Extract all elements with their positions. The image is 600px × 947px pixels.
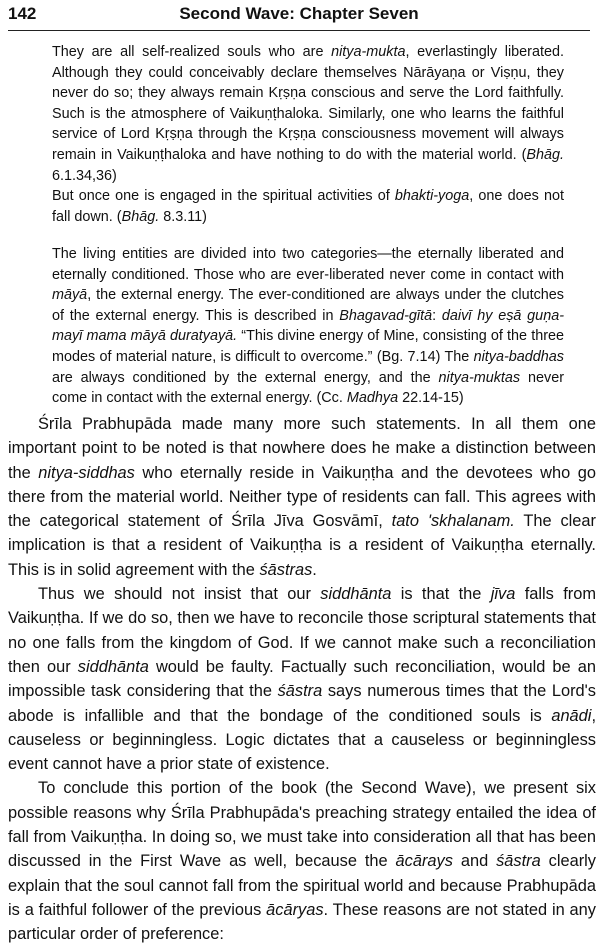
text-run: is that the [391, 585, 491, 604]
italic-term: śāstras [259, 560, 313, 579]
page-number: 142 [8, 4, 37, 23]
running-head: Second Wave: Chapter Seven [179, 4, 419, 23]
block-quote [52, 244, 564, 409]
text-run: They are all self-realized souls who are [52, 44, 332, 60]
italic-term: śāstra [277, 682, 323, 701]
text-run: , everlastingly liberated. Although they could conceivably declare themselves Nārāyaṇa or Viṣṇu, they never do so; they always remain Kṛṣṇa conscious and serve the Lord faithfully. Such is the atmosphere of Vaikuṇṭhaloka. Similarly, one who learns the faithful service of Lord Kṛṣṇa through the Kṛṣṇa consciousness movement will always remain in Vaikuṇṭhaloka and have nothing to do with the material world. ( [52, 44, 564, 163]
text-run: , one does not fall down. ( [52, 188, 564, 225]
text-run: are always conditioned by the external energy, and the [52, 369, 439, 386]
italic-term: daivī hy eṣā guṇa-mayī mama māyā duratyayā. [52, 307, 564, 345]
body-text [8, 412, 596, 947]
text-run: , the external energy. The ever-conditioned are always under the clutches of the external energy. This is described in [52, 287, 564, 324]
italic-term: ācārays [395, 852, 453, 871]
italic-term: śāstra [496, 852, 541, 871]
text-run: , causeless or beginningless. Logic dictates that a causeless or beginningless event cannot have a prior state of existence. [8, 706, 596, 774]
block-quote [52, 42, 564, 186]
italic-term: siddhānta [77, 657, 149, 676]
italic-term: ācāryas [266, 900, 324, 919]
text-run: and [452, 852, 497, 871]
italic-term: anādi [551, 706, 592, 725]
text-run: would be faulty. Factually such reconciliation, would be an impossible task considering that the [8, 657, 596, 701]
text-run: falls from Vaikuṇṭha. If we do so, then we have to reconcile those scriptural statements that no one falls from the kingdom of God. If we cannot make such a reconciliation then our [8, 585, 596, 676]
italic-term: siddhānta [320, 585, 392, 604]
text-run: To conclude this portion of the book (the Second Wave), we present six possible reasons why Śrīla Prabhupāda's preaching strategy entailed the idea of fall from Vaikuṇṭha. In doing so, we must take into consideration all that has been discussed in the First Wave as well, because the [8, 779, 596, 871]
italic-term: nitya-muktas [438, 369, 521, 386]
italic-term: nitya-baddhas [473, 348, 564, 365]
text-run: never come in contact with the external energy. (Cc. [52, 369, 564, 407]
body-paragraph [8, 582, 596, 776]
text-run: : [432, 307, 442, 324]
italic-term: Bhāg. [121, 208, 160, 225]
body-paragraph [8, 412, 596, 582]
italic-term: Madhya [346, 390, 399, 407]
body-paragraph [8, 776, 596, 946]
text-run: “This divine energy of Mine, consisting of the three modes of material nature, is difficult to overcome.” (Bg. 7.14) The [52, 328, 564, 365]
italic-term: nitya-mukta [331, 44, 406, 60]
text-run: clearly explain that the soul cannot fall from the spiritual world and because Prabhupāda is a faithful follower of the previous [8, 852, 596, 919]
text-run: Śrīla Prabhupāda made many more such statements. In all them one important point to be noted is that nowhere does he make a distinction between the [8, 415, 596, 482]
text-run: says numerous times that the Lord's abode is infallible and that the bondage of the conditioned souls is [8, 682, 597, 725]
text-run: . [312, 560, 317, 579]
text-run: Thus we should not insist that our [38, 585, 321, 604]
text-run: The clear implication is that a resident of Vaikuṇṭha is a resident of Vaikuṇṭha eternally. This is in solid agreement with the [8, 512, 596, 579]
italic-term: tato 'skhalanam. [391, 512, 515, 531]
page-header [8, 2, 590, 31]
text-run: 22.14-15) [398, 390, 464, 407]
italic-term: bhakti-yoga [394, 188, 470, 204]
text-run: . These reasons are not stated in any particular order of preference: [8, 900, 596, 944]
italic-term: nitya-siddhas [38, 463, 135, 482]
italic-term: Bhagavad-gītā [339, 307, 433, 324]
block-quote [52, 186, 564, 227]
text-run: But once one is engaged in the spiritual activities of [52, 188, 395, 204]
text-run: 6.1.34,36) [52, 167, 117, 184]
text-run: who eternally reside in Vaikuṇṭha and the devotees who go there from the material world. Neither type of residents can fall. This agrees with the categorical statement of Śrīla Jīva Gosvāmī, [8, 463, 596, 531]
italic-term: jīva [490, 585, 516, 604]
italic-term: māyā [52, 287, 88, 304]
text-run: 8.3.11) [159, 208, 207, 225]
text-run: The living entities are divided into two categories—the eternally liberated and eternally conditioned. Those who are ever-liberated never come in contact with [52, 246, 564, 283]
italic-term: Bhāg. [526, 146, 564, 163]
